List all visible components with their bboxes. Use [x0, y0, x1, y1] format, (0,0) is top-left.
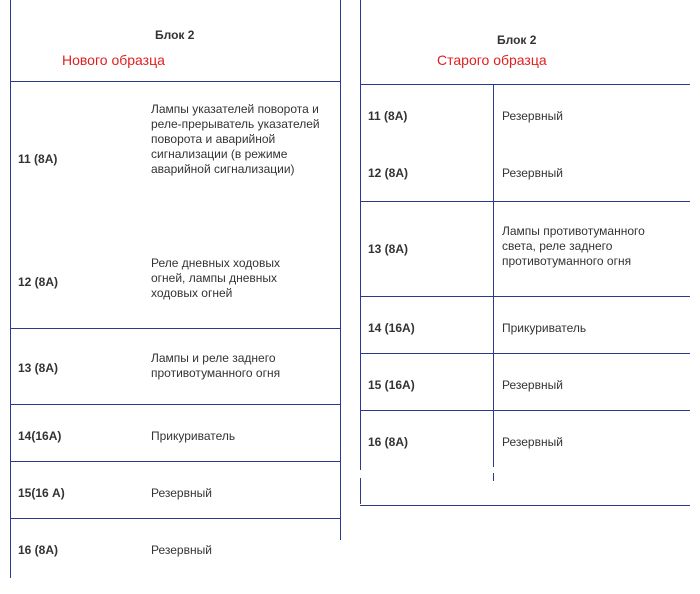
left-row-3-fuse: 13 (8А) [18, 361, 59, 375]
left-row-1-fuse: 11 (8А) [18, 152, 58, 166]
row-divider [360, 296, 690, 297]
left-row-6-fuse: 16 (8А) [18, 543, 59, 557]
right-row-2-description: Резервный [502, 166, 563, 180]
right-table-column-divider [493, 473, 494, 481]
right-table-border [360, 0, 361, 470]
row-divider [10, 404, 341, 405]
row-divider [10, 81, 341, 82]
row-divider [10, 328, 341, 329]
right-row-5-fuse: 15 (16А) [368, 378, 415, 392]
right-row-4-description: Прикуриватель [502, 321, 587, 335]
left-row-5-description: Резервный [151, 486, 212, 500]
right-row-5-description: Резервный [502, 378, 563, 392]
left-table-title: Блок 2 [155, 28, 195, 42]
left-row-6-description: Резервный [151, 543, 212, 557]
left-table-border [10, 0, 11, 578]
row-divider [360, 201, 690, 202]
left-row-1-description: Лампы указателей поворота и реле-прерыватель указателей поворота и аварийной сигнализации (в режиме аварийной сигнализации) [151, 102, 320, 176]
row-divider [10, 461, 341, 462]
right-row-4-fuse: 14 (16А) [368, 321, 415, 335]
right-table-border [360, 478, 361, 504]
right-table-subtitle: Старого образца [437, 52, 547, 68]
left-table-subtitle: Нового образца [62, 52, 165, 68]
right-row-1-description: Резервный [502, 109, 563, 123]
right-row-6-fuse: 16 (8А) [368, 435, 409, 449]
left-row-2-fuse: 12 (8А) [18, 275, 59, 289]
right-row-1-fuse: 11 (8А) [368, 109, 408, 123]
row-divider [360, 84, 690, 85]
right-table-title: Блок 2 [497, 33, 537, 47]
right-row-6-description: Резервный [502, 435, 563, 449]
right-row-3-description: Лампы противотуманного света, реле заднего противотуманного огня [502, 224, 645, 268]
left-row-2-description: Реле дневных ходовых огней, лампы дневных ходовых огней [151, 256, 280, 300]
right-row-3-fuse: 13 (8А) [368, 242, 409, 256]
row-divider [10, 518, 341, 519]
left-row-5-fuse: 15(16 А) [18, 486, 65, 500]
row-divider [360, 353, 690, 354]
right-row-2-fuse: 12 (8А) [368, 166, 409, 180]
left-row-3-description: Лампы и реле заднего противотуманного огня [151, 351, 281, 380]
left-row-4-description: Прикуриватель [151, 429, 236, 443]
row-divider [360, 410, 690, 411]
left-row-4-fuse: 14(16А) [18, 429, 62, 443]
row-divider [360, 505, 690, 506]
